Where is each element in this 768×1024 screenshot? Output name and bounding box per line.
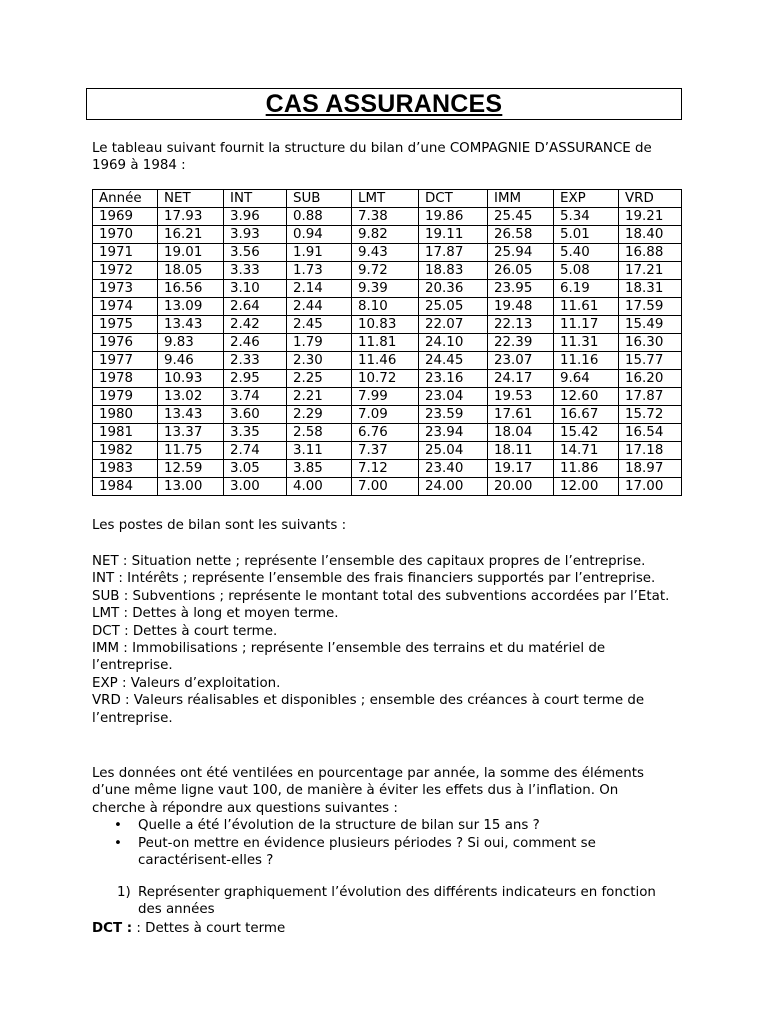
value-cell: 25.94 (488, 244, 554, 262)
value-cell: 11.86 (554, 460, 619, 478)
table-row (93, 244, 682, 262)
year-cell: 1975 (93, 316, 158, 334)
value-cell: 11.81 (352, 334, 419, 352)
value-cell: 0.88 (287, 208, 352, 226)
table-row (93, 424, 682, 442)
value-cell: 1.91 (287, 244, 352, 262)
value-cell: 19.48 (488, 298, 554, 316)
value-cell: 17.00 (619, 478, 682, 496)
value-cell: 18.40 (619, 226, 682, 244)
year-cell: 1978 (93, 370, 158, 388)
value-cell: 7.38 (352, 208, 419, 226)
year-cell: 1972 (93, 262, 158, 280)
value-cell: 7.37 (352, 442, 419, 460)
balance-sheet-table (92, 189, 682, 496)
value-cell: 9.39 (352, 280, 419, 298)
value-cell: 5.40 (554, 244, 619, 262)
value-cell: 3.00 (224, 478, 287, 496)
value-cell: 9.43 (352, 244, 419, 262)
value-cell: SUB (287, 190, 352, 208)
value-cell: 7.99 (352, 388, 419, 406)
value-cell: 3.93 (224, 226, 287, 244)
value-cell: 16.56 (158, 280, 224, 298)
value-cell: 9.64 (554, 370, 619, 388)
value-cell: 23.59 (419, 406, 488, 424)
item-number: 1) (117, 885, 131, 900)
value-cell: 9.72 (352, 262, 419, 280)
value-cell: 19.86 (419, 208, 488, 226)
value-cell: 11.17 (554, 316, 619, 334)
value-cell: 2.74 (224, 442, 287, 460)
year-cell: 1969 (93, 208, 158, 226)
year-cell: 1980 (93, 406, 158, 424)
value-cell: 2.33 (224, 352, 287, 370)
value-cell: 25.05 (419, 298, 488, 316)
value-cell: 3.05 (224, 460, 287, 478)
year-cell: 1982 (93, 442, 158, 460)
value-cell: 13.09 (158, 298, 224, 316)
questions-list (92, 817, 672, 869)
dct-label: DCT : (92, 921, 133, 936)
value-cell: 22.39 (488, 334, 554, 352)
value-cell: 17.61 (488, 406, 554, 424)
value-cell: 19.17 (488, 460, 554, 478)
value-cell: 14.71 (554, 442, 619, 460)
intro-paragraph: Le tableau suivant fournit la structure du bilan d’une COMPAGNIE D’ASSURANCE de 1969 à 1984 : (92, 141, 652, 173)
value-cell: 2.45 (287, 316, 352, 334)
table-row (93, 442, 682, 460)
page-title: CAS ASSURANCES (265, 89, 503, 118)
value-cell: 17.93 (158, 208, 224, 226)
value-cell: 23.07 (488, 352, 554, 370)
value-cell: LMT (352, 190, 419, 208)
value-cell: 11.61 (554, 298, 619, 316)
value-cell: 1.79 (287, 334, 352, 352)
value-cell: 19.53 (488, 388, 554, 406)
value-cell: 23.95 (488, 280, 554, 298)
value-cell: 5.08 (554, 262, 619, 280)
year-cell: 1971 (93, 244, 158, 262)
value-cell: 26.05 (488, 262, 554, 280)
value-cell: 16.54 (619, 424, 682, 442)
value-cell: 15.42 (554, 424, 619, 442)
value-cell: 8.10 (352, 298, 419, 316)
value-cell: 24.10 (419, 334, 488, 352)
value-cell: 20.00 (488, 478, 554, 496)
value-cell: 3.56 (224, 244, 287, 262)
value-cell: 18.11 (488, 442, 554, 460)
value-cell: 15.77 (619, 352, 682, 370)
value-cell: 2.42 (224, 316, 287, 334)
year-cell: 1981 (93, 424, 158, 442)
question-item: • Peut-on mettre en évidence plusieurs périodes ? Si oui, comment se caractérisent-elles ? (114, 835, 596, 869)
value-cell: 23.04 (419, 388, 488, 406)
value-cell: 3.96 (224, 208, 287, 226)
closing-paragraph: Les données ont été ventilées en pourcentage par année, la somme des éléments d’une même ligne vaut 100, de manière à éviter les effets dus à l’inflation. On cherche à répondre aux questions suivantes : (92, 766, 644, 816)
year-cell: 1979 (93, 388, 158, 406)
question-item: • Quelle a été l’évolution de la structure de bilan sur 15 ans ? (114, 818, 540, 834)
year-cell: Année (93, 190, 158, 208)
value-cell: 18.04 (488, 424, 554, 442)
poste-lmt: LMT : Dettes à long et moyen terme. (92, 606, 339, 622)
poste-dct: DCT : Dettes à court terme. (92, 623, 278, 639)
table-row (93, 406, 682, 424)
postes-list (92, 553, 672, 727)
dct-line (92, 920, 672, 937)
table-row (93, 298, 682, 316)
value-cell: 23.16 (419, 370, 488, 388)
value-cell: 23.40 (419, 460, 488, 478)
poste-vrd: VRD : Valeurs réalisables et disponibles ; ensemble des créances à court terme de l’entreprise. (92, 693, 645, 726)
value-cell: 2.14 (287, 280, 352, 298)
poste-int: INT : Intérêts ; représente l’ensemble des frais financiers supportés par l’entreprise. (92, 571, 656, 587)
value-cell: 4.00 (287, 478, 352, 496)
value-cell: 18.83 (419, 262, 488, 280)
value-cell: 20.36 (419, 280, 488, 298)
value-cell: 17.87 (419, 244, 488, 262)
value-cell: 10.72 (352, 370, 419, 388)
value-cell: 18.05 (158, 262, 224, 280)
value-cell: 12.59 (158, 460, 224, 478)
value-cell: 2.29 (287, 406, 352, 424)
value-cell: IMM (488, 190, 554, 208)
value-cell: 15.72 (619, 406, 682, 424)
value-cell: 22.07 (419, 316, 488, 334)
value-cell: 2.25 (287, 370, 352, 388)
value-cell: 24.45 (419, 352, 488, 370)
dct-text: : Dettes à court terme (136, 921, 286, 936)
value-cell: 22.13 (488, 316, 554, 334)
poste-net: NET : Situation nette ; représente l’ensemble des capitaux propres de l’entreprise. (92, 554, 646, 569)
value-cell: INT (224, 190, 287, 208)
numbered-item (117, 884, 677, 919)
value-cell: 2.21 (287, 388, 352, 406)
value-cell: DCT (419, 190, 488, 208)
value-cell: 2.95 (224, 370, 287, 388)
value-cell: 16.88 (619, 244, 682, 262)
table-row (93, 208, 682, 226)
value-cell: NET (158, 190, 224, 208)
table-row (93, 334, 682, 352)
value-cell: 5.01 (554, 226, 619, 244)
poste-sub: SUB : Subventions ; représente le montant total des subventions accordées par l’Etat. (92, 588, 670, 604)
table-row (93, 388, 682, 406)
value-cell: 25.45 (488, 208, 554, 226)
value-cell: 2.64 (224, 298, 287, 316)
table-row (93, 262, 682, 280)
value-cell: 7.09 (352, 406, 419, 424)
value-cell: 26.58 (488, 226, 554, 244)
poste-imm: IMM : Immobilisations ; représente l’ensemble des terrains et du matériel de l’entreprise. (92, 641, 606, 674)
value-cell: 10.83 (352, 316, 419, 334)
value-cell: 25.04 (419, 442, 488, 460)
year-cell: 1973 (93, 280, 158, 298)
value-cell: 13.00 (158, 478, 224, 496)
value-cell: 1.73 (287, 262, 352, 280)
value-cell: 13.02 (158, 388, 224, 406)
value-cell: 17.18 (619, 442, 682, 460)
value-cell: 6.19 (554, 280, 619, 298)
value-cell: 7.00 (352, 478, 419, 496)
value-cell: 3.74 (224, 388, 287, 406)
bullet-icon: • (114, 818, 122, 834)
value-cell: 18.31 (619, 280, 682, 298)
year-cell: 1974 (93, 298, 158, 316)
value-cell: 7.12 (352, 460, 419, 478)
value-cell: VRD (619, 190, 682, 208)
value-cell: 16.67 (554, 406, 619, 424)
value-cell: 24.00 (419, 478, 488, 496)
value-cell: EXP (554, 190, 619, 208)
value-cell: 16.21 (158, 226, 224, 244)
value-cell: 19.21 (619, 208, 682, 226)
table-row (93, 226, 682, 244)
value-cell: 2.58 (287, 424, 352, 442)
value-cell: 5.34 (554, 208, 619, 226)
value-cell: 9.82 (352, 226, 419, 244)
value-cell: 24.17 (488, 370, 554, 388)
value-cell: 17.87 (619, 388, 682, 406)
postes-heading: Les postes de bilan sont les suivants : (92, 518, 347, 533)
closing-section (92, 765, 672, 869)
value-cell: 12.60 (554, 388, 619, 406)
value-cell: 18.97 (619, 460, 682, 478)
value-cell: 13.43 (158, 316, 224, 334)
value-cell: 3.85 (287, 460, 352, 478)
value-cell: 11.31 (554, 334, 619, 352)
value-cell: 19.11 (419, 226, 488, 244)
table-row (93, 316, 682, 334)
table-header-row (93, 190, 682, 208)
item-text: Représenter graphiquement l’évolution des différents indicateurs en fonction des années (138, 885, 656, 918)
value-cell: 2.46 (224, 334, 287, 352)
value-cell: 11.46 (352, 352, 419, 370)
poste-exp: EXP : Valeurs d’exploitation. (92, 675, 281, 691)
value-cell: 12.00 (554, 478, 619, 496)
value-cell: 6.76 (352, 424, 419, 442)
table-row (93, 370, 682, 388)
value-cell: 13.37 (158, 424, 224, 442)
table-row (93, 352, 682, 370)
value-cell: 2.44 (287, 298, 352, 316)
value-cell: 16.30 (619, 334, 682, 352)
value-cell: 23.94 (419, 424, 488, 442)
value-cell: 3.10 (224, 280, 287, 298)
bullet-icon: • (114, 835, 122, 851)
value-cell: 0.94 (287, 226, 352, 244)
value-cell: 3.35 (224, 424, 287, 442)
value-cell: 10.93 (158, 370, 224, 388)
value-cell: 3.11 (287, 442, 352, 460)
year-cell: 1970 (93, 226, 158, 244)
table-row (93, 460, 682, 478)
year-cell: 1983 (93, 460, 158, 478)
value-cell: 3.60 (224, 406, 287, 424)
year-cell: 1984 (93, 478, 158, 496)
title-box (86, 88, 682, 120)
value-cell: 11.16 (554, 352, 619, 370)
value-cell: 3.33 (224, 262, 287, 280)
value-cell: 11.75 (158, 442, 224, 460)
value-cell: 19.01 (158, 244, 224, 262)
table-row (93, 478, 682, 496)
value-cell: 9.83 (158, 334, 224, 352)
year-cell: 1977 (93, 352, 158, 370)
value-cell: 15.49 (619, 316, 682, 334)
value-cell: 2.30 (287, 352, 352, 370)
value-cell: 13.43 (158, 406, 224, 424)
value-cell: 17.21 (619, 262, 682, 280)
year-cell: 1976 (93, 334, 158, 352)
value-cell: 16.20 (619, 370, 682, 388)
value-cell: 9.46 (158, 352, 224, 370)
value-cell: 17.59 (619, 298, 682, 316)
table-row (93, 280, 682, 298)
